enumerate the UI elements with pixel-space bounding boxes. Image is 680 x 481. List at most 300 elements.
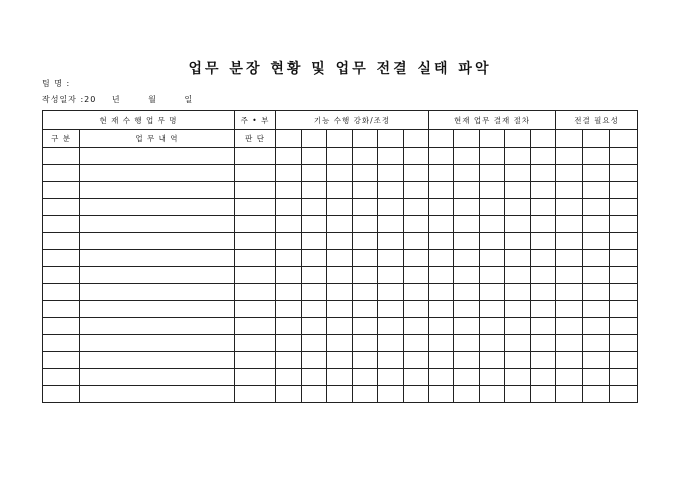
table-cell <box>404 318 429 335</box>
table-cell <box>610 199 638 216</box>
header-function: 기능 수행 강화/조정 <box>276 111 429 130</box>
table-cell <box>505 369 531 386</box>
table-cell <box>404 216 429 233</box>
header-current-task: 현 재 수 행 업 무 명 <box>43 111 235 130</box>
table-cell <box>378 233 404 250</box>
table-cell <box>454 199 480 216</box>
table-cell <box>480 216 505 233</box>
table-cell <box>556 148 583 165</box>
table-cell <box>43 250 80 267</box>
table-row <box>43 216 638 233</box>
table-cell <box>80 301 235 318</box>
header-cell <box>276 130 302 148</box>
table-cell <box>505 284 531 301</box>
table-cell <box>302 369 327 386</box>
table-cell <box>556 369 583 386</box>
table-cell <box>583 216 610 233</box>
table-cell <box>302 335 327 352</box>
header-cell <box>556 130 583 148</box>
table-cell <box>80 165 235 182</box>
table-cell <box>302 284 327 301</box>
table-cell <box>378 318 404 335</box>
table-cell <box>327 182 353 199</box>
table-cell <box>80 369 235 386</box>
table-cell <box>80 352 235 369</box>
table-cell <box>327 250 353 267</box>
table-cell <box>531 386 556 403</box>
table-cell <box>505 148 531 165</box>
table-cell <box>302 386 327 403</box>
table-cell <box>276 369 302 386</box>
table-cell <box>327 369 353 386</box>
table-cell <box>43 301 80 318</box>
table-cell <box>276 284 302 301</box>
table-cell <box>276 165 302 182</box>
table-cell <box>531 199 556 216</box>
table-cell <box>556 165 583 182</box>
table-cell <box>556 216 583 233</box>
table-cell <box>556 318 583 335</box>
header-delegation: 전결 필요성 <box>556 111 638 130</box>
table-cell <box>378 352 404 369</box>
table-cell <box>378 301 404 318</box>
table-cell <box>583 335 610 352</box>
table-cell <box>404 148 429 165</box>
table-cell <box>505 233 531 250</box>
table-cell <box>276 352 302 369</box>
header-task-detail: 업 무 내 역 <box>80 130 235 148</box>
table-cell <box>531 267 556 284</box>
table-cell <box>276 267 302 284</box>
table-cell <box>276 216 302 233</box>
table-cell <box>429 284 454 301</box>
table-cell <box>505 165 531 182</box>
table-cell <box>531 284 556 301</box>
table-cell <box>429 335 454 352</box>
table-cell <box>235 233 276 250</box>
table-cell <box>378 165 404 182</box>
day-unit: 일 <box>184 95 194 104</box>
table-row <box>43 352 638 369</box>
table-cell <box>429 233 454 250</box>
table-cell <box>378 369 404 386</box>
table-cell <box>610 386 638 403</box>
header-cell <box>610 130 638 148</box>
table-cell <box>43 369 80 386</box>
table-row <box>43 199 638 216</box>
table-cell <box>583 318 610 335</box>
table-cell <box>353 216 378 233</box>
table-cell <box>378 182 404 199</box>
table-cell <box>505 386 531 403</box>
table-cell <box>556 233 583 250</box>
table-cell <box>454 301 480 318</box>
table-row <box>43 369 638 386</box>
table-cell <box>480 318 505 335</box>
header-category: 구 분 <box>43 130 80 148</box>
table-cell <box>404 250 429 267</box>
task-table-body <box>43 111 638 403</box>
table-cell <box>505 335 531 352</box>
table-cell <box>583 369 610 386</box>
table-row <box>43 301 638 318</box>
table-cell <box>556 335 583 352</box>
table-cell <box>429 250 454 267</box>
table-cell <box>610 216 638 233</box>
table-cell <box>378 250 404 267</box>
table-cell <box>531 148 556 165</box>
table-row <box>43 267 638 284</box>
table-cell <box>454 182 480 199</box>
header-cell <box>505 130 531 148</box>
table-cell <box>583 148 610 165</box>
table-row <box>43 335 638 352</box>
table-cell <box>583 284 610 301</box>
table-cell <box>80 233 235 250</box>
table-cell <box>404 386 429 403</box>
table-cell <box>505 318 531 335</box>
table-cell <box>302 250 327 267</box>
table-cell <box>80 335 235 352</box>
table-cell <box>429 165 454 182</box>
table-row <box>43 148 638 165</box>
table-cell <box>480 165 505 182</box>
table-cell <box>505 182 531 199</box>
table-cell <box>454 216 480 233</box>
table-cell <box>43 199 80 216</box>
table-cell <box>302 352 327 369</box>
table-cell <box>302 165 327 182</box>
table-cell <box>43 165 80 182</box>
table-cell <box>454 148 480 165</box>
table-cell <box>353 386 378 403</box>
table-cell <box>302 182 327 199</box>
header-cell <box>302 130 327 148</box>
table-cell <box>302 318 327 335</box>
team-name-line <box>42 78 70 89</box>
table-cell <box>454 284 480 301</box>
table-cell <box>276 250 302 267</box>
table-cell <box>327 386 353 403</box>
table-cell <box>43 386 80 403</box>
table-cell <box>556 182 583 199</box>
table-cell <box>610 148 638 165</box>
table-cell <box>454 250 480 267</box>
table-cell <box>276 199 302 216</box>
header-cell <box>353 130 378 148</box>
table-cell <box>327 335 353 352</box>
table-cell <box>480 335 505 352</box>
table-cell <box>404 182 429 199</box>
table-cell <box>302 301 327 318</box>
table-cell <box>480 267 505 284</box>
table-cell <box>235 165 276 182</box>
table-cell <box>235 182 276 199</box>
table-cell <box>80 318 235 335</box>
table-cell <box>454 267 480 284</box>
year-unit: 년 <box>111 95 121 104</box>
header-cell <box>531 130 556 148</box>
table-cell <box>429 216 454 233</box>
table-cell <box>610 335 638 352</box>
table-cell <box>327 301 353 318</box>
month-unit: 월 <box>148 95 157 104</box>
table-cell <box>454 352 480 369</box>
table-cell <box>327 148 353 165</box>
table-cell <box>610 284 638 301</box>
table-cell <box>480 284 505 301</box>
table-cell <box>404 267 429 284</box>
table-cell <box>302 267 327 284</box>
table-cell <box>353 267 378 284</box>
table-cell <box>43 233 80 250</box>
table-row <box>43 233 638 250</box>
table-cell <box>302 148 327 165</box>
table-cell <box>480 369 505 386</box>
table-cell <box>43 182 80 199</box>
table-cell <box>327 318 353 335</box>
table-cell <box>276 233 302 250</box>
table-cell <box>43 267 80 284</box>
table-cell <box>531 318 556 335</box>
table-cell <box>531 335 556 352</box>
table-cell <box>80 267 235 284</box>
table-cell <box>353 165 378 182</box>
table-cell <box>353 301 378 318</box>
table-cell <box>429 182 454 199</box>
header-cell <box>404 130 429 148</box>
table-cell <box>505 199 531 216</box>
table-cell <box>583 165 610 182</box>
table-cell <box>276 148 302 165</box>
table-cell <box>556 250 583 267</box>
document-title: 업무 분장 현황 및 업무 전결 실태 파악 <box>188 61 492 77</box>
table-cell <box>556 301 583 318</box>
table-cell <box>583 182 610 199</box>
table-cell <box>404 301 429 318</box>
table-cell <box>43 318 80 335</box>
table-cell <box>404 335 429 352</box>
table-cell <box>327 216 353 233</box>
table-cell <box>327 199 353 216</box>
table-cell <box>235 199 276 216</box>
team-name-label: 팀 명 : <box>42 79 71 88</box>
table-cell <box>235 318 276 335</box>
table-cell <box>610 182 638 199</box>
table-cell <box>235 148 276 165</box>
table-cell <box>80 250 235 267</box>
table-row <box>43 386 638 403</box>
table-cell <box>404 199 429 216</box>
table-cell <box>43 335 80 352</box>
table-cell <box>610 165 638 182</box>
table-cell <box>505 267 531 284</box>
table-cell <box>610 267 638 284</box>
header-cell <box>378 130 404 148</box>
table-cell <box>327 284 353 301</box>
table-cell <box>480 250 505 267</box>
table-cell <box>353 284 378 301</box>
table-cell <box>480 386 505 403</box>
table-cell <box>404 369 429 386</box>
table-cell <box>505 352 531 369</box>
table-cell <box>583 352 610 369</box>
table-row <box>43 165 638 182</box>
table-cell <box>583 386 610 403</box>
table-cell <box>235 386 276 403</box>
table-cell <box>454 335 480 352</box>
header-cell <box>454 130 480 148</box>
table-cell <box>276 182 302 199</box>
table-cell <box>429 318 454 335</box>
table-cell <box>610 233 638 250</box>
table-row <box>43 250 638 267</box>
table-cell <box>43 284 80 301</box>
table-cell <box>429 386 454 403</box>
table-cell <box>353 318 378 335</box>
table-cell <box>610 318 638 335</box>
table-cell <box>327 352 353 369</box>
table-cell <box>43 352 80 369</box>
table-cell <box>80 386 235 403</box>
table-cell <box>429 301 454 318</box>
table-cell <box>235 369 276 386</box>
table-cell <box>235 301 276 318</box>
table-cell <box>531 233 556 250</box>
table-cell <box>404 165 429 182</box>
header-cell <box>480 130 505 148</box>
table-cell <box>276 301 302 318</box>
table-cell <box>235 267 276 284</box>
table-cell <box>454 369 480 386</box>
table-cell <box>276 386 302 403</box>
table-cell <box>556 267 583 284</box>
table-cell <box>556 284 583 301</box>
table-cell <box>610 352 638 369</box>
table-cell <box>353 233 378 250</box>
table-cell <box>235 335 276 352</box>
table-cell <box>378 148 404 165</box>
table-cell <box>43 216 80 233</box>
table-cell <box>583 250 610 267</box>
table-cell <box>429 199 454 216</box>
table-row <box>43 318 638 335</box>
table-cell <box>302 199 327 216</box>
table-cell <box>454 318 480 335</box>
header-approval: 현재 업무 결재 절차 <box>429 111 556 130</box>
table-cell <box>353 369 378 386</box>
table-cell <box>353 148 378 165</box>
table-cell <box>531 216 556 233</box>
table-cell <box>378 386 404 403</box>
table-cell <box>235 352 276 369</box>
table-cell <box>583 199 610 216</box>
table-cell <box>505 250 531 267</box>
table-cell <box>80 284 235 301</box>
table-cell <box>235 250 276 267</box>
table-cell <box>454 233 480 250</box>
table-cell <box>531 165 556 182</box>
table-cell <box>480 301 505 318</box>
table-cell <box>276 318 302 335</box>
table-cell <box>327 267 353 284</box>
table-cell <box>353 250 378 267</box>
date-label: 작성일자 :20 <box>42 95 97 104</box>
table-cell <box>429 352 454 369</box>
table-cell <box>531 182 556 199</box>
header-judge: 판 단 <box>235 130 276 148</box>
table-cell <box>404 352 429 369</box>
table-cell <box>353 199 378 216</box>
table-cell <box>235 216 276 233</box>
table-cell <box>480 233 505 250</box>
table-cell <box>327 233 353 250</box>
header-row-1 <box>43 111 638 130</box>
header-row-2 <box>43 130 638 148</box>
table-cell <box>404 284 429 301</box>
table-cell <box>505 216 531 233</box>
table-cell <box>429 267 454 284</box>
table-cell <box>480 182 505 199</box>
table-cell <box>610 301 638 318</box>
table-cell <box>302 233 327 250</box>
table-cell <box>378 216 404 233</box>
table-cell <box>276 335 302 352</box>
table-cell <box>610 369 638 386</box>
table-row <box>43 284 638 301</box>
table-cell <box>583 301 610 318</box>
table-cell <box>378 335 404 352</box>
table-cell <box>80 216 235 233</box>
table-cell <box>454 165 480 182</box>
task-table <box>42 110 638 403</box>
table-cell <box>43 148 80 165</box>
table-cell <box>80 148 235 165</box>
table-cell <box>583 267 610 284</box>
header-cell <box>583 130 610 148</box>
table-cell <box>480 199 505 216</box>
table-cell <box>505 301 531 318</box>
date-line <box>42 94 193 105</box>
table-cell <box>353 352 378 369</box>
header-cell <box>429 130 454 148</box>
table-cell <box>302 216 327 233</box>
table-cell <box>378 267 404 284</box>
table-cell <box>429 369 454 386</box>
table-cell <box>327 165 353 182</box>
table-cell <box>353 335 378 352</box>
table-cell <box>404 233 429 250</box>
table-cell <box>531 250 556 267</box>
table-cell <box>531 301 556 318</box>
table-cell <box>378 199 404 216</box>
table-cell <box>80 182 235 199</box>
table-cell <box>454 386 480 403</box>
table-row <box>43 182 638 199</box>
table-cell <box>556 199 583 216</box>
table-cell <box>480 352 505 369</box>
table-cell <box>556 386 583 403</box>
table-cell <box>610 250 638 267</box>
table-cell <box>235 284 276 301</box>
table-cell <box>531 352 556 369</box>
header-cell <box>327 130 353 148</box>
table-cell <box>531 369 556 386</box>
table-cell <box>429 148 454 165</box>
table-cell <box>556 352 583 369</box>
table-cell <box>353 182 378 199</box>
table-cell <box>80 199 235 216</box>
